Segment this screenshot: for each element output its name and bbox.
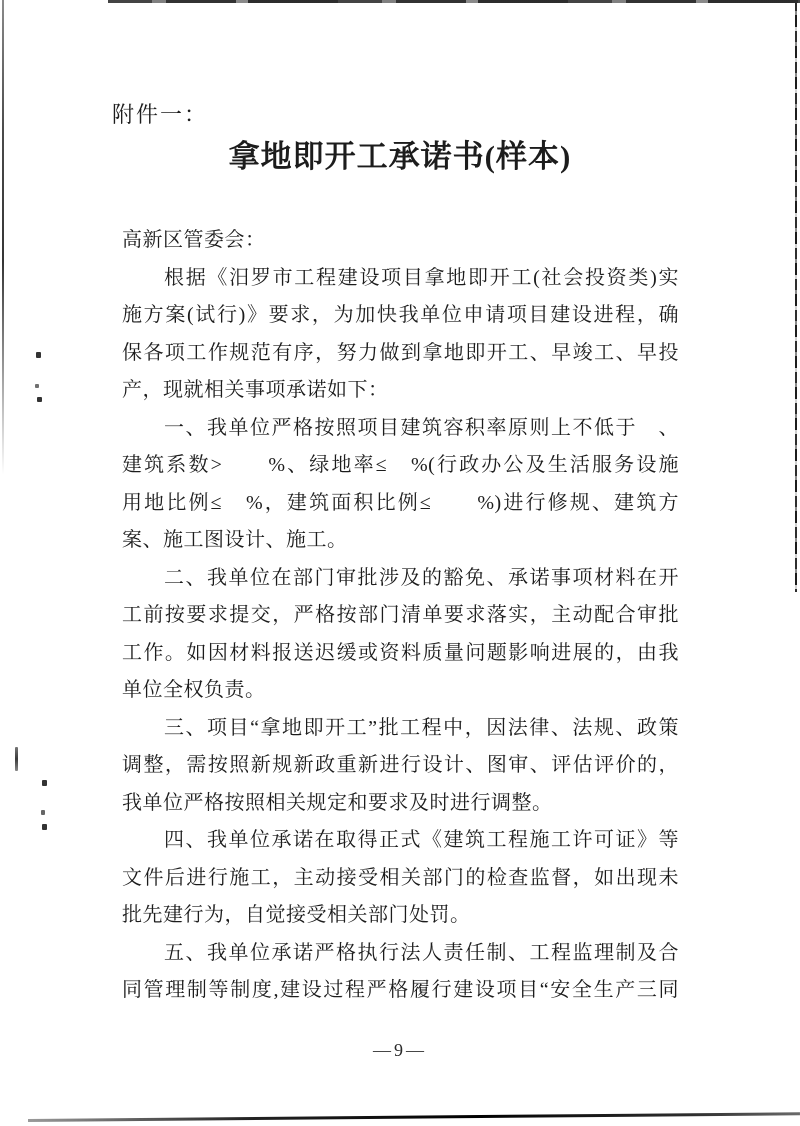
body-line: 批先建行为，自觉接受相关部门处罚。 [122, 904, 471, 926]
scan-artifact-top-edge [108, 0, 800, 3]
scan-artifact-smudge [15, 747, 18, 771]
body-line: 保各项工作规范有序，努力做到拿地即开工、早竣工、早投 [122, 341, 679, 364]
body-line: 产，现就相关事项承诺如下： [122, 379, 389, 401]
scan-artifact-smudge [35, 384, 39, 388]
body-line: 施方案(试行)》要求，为加快我单位申请项目建设进程，确 [122, 304, 679, 326]
attachment-label: 附件一： [112, 102, 209, 127]
scan-artifact-right-edge [795, 0, 797, 592]
scan-artifact-smudge [41, 810, 45, 815]
document-title: 拿地即开工承诺书(样本) [228, 139, 572, 174]
scan-artifact-smudge [37, 397, 42, 402]
scan-artifact-smudge [36, 352, 41, 358]
body-line: 用地比例≤ %，建筑面积比例≤ %)进行修规、建筑方 [122, 491, 679, 514]
body-line: 高新区管委会： [122, 229, 266, 251]
body-line: 我单位严格按照相关规定和要求及时进行调整。 [122, 791, 553, 814]
body-line: 根据《汨罗市工程建设项目拿地即开工(社会投资类)实 [164, 266, 679, 289]
body-line: 五、我单位承诺严格执行法人责任制、工程监理制及合 [164, 941, 679, 964]
body-line: 单位全权负责。 [122, 679, 266, 701]
scan-artifact-smudge [42, 780, 47, 786]
body-line: 文件后进行施工，主动接受相关部门的检查监督，如出现未 [122, 866, 679, 889]
body-line: 工前按要求提交，严格按部门清单要求落实，主动配合审批 [122, 604, 679, 626]
body-line: 三、项目“拿地即开工”批工程中，因法律、法规、政策 [164, 716, 679, 739]
body-line: 调整，需按照新规新政重新进行设计、图审、评估评价的， [122, 754, 679, 776]
scan-artifact-bottom-edge [28, 1112, 800, 1121]
scan-artifact-smudge [42, 824, 47, 830]
page-number: —9— [373, 1040, 427, 1060]
body-line: 工作。如因材料报送迟缓或资料质量问题影响进展的，由我 [122, 641, 679, 664]
body-line: 同管理制等制度,建设过程严格履行建设项目“安全生产三同 [122, 979, 679, 1001]
body-line: 案、施工图设计、施工。 [122, 529, 348, 551]
body-lines [122, 222, 679, 1010]
scan-artifact-left-edge [2, 0, 4, 475]
body-line: 二、我单位在部门审批涉及的豁免、承诺事项材料在开 [164, 566, 679, 589]
body-line: 建筑系数> %、绿地率≤ %(行政办公及生活服务设施 [122, 454, 679, 476]
body-line: 一、我单位严格按照项目建筑容积率原则上不低于 、 [164, 416, 679, 439]
body-line: 四、我单位承诺在取得正式《建筑工程施工许可证》等 [164, 829, 679, 851]
